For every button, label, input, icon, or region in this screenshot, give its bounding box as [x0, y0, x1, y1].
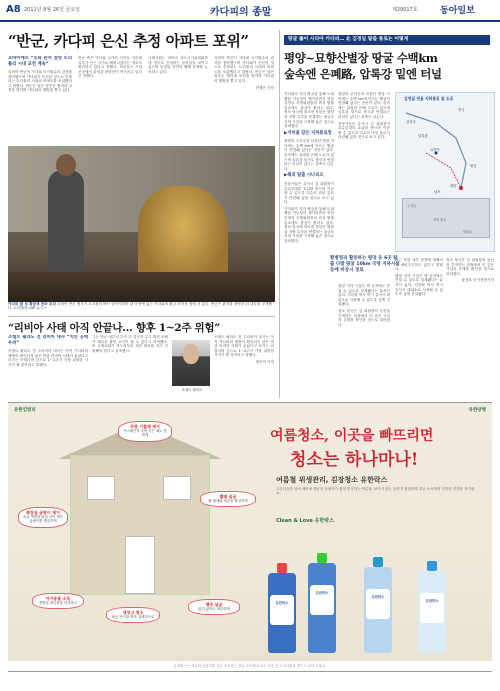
photo-caption-label: 카다피 밤 성 황금색 전마 조각	[8, 302, 56, 306]
story2-paragraph: 그는 반군 내부의 부족 간 갈등과 무기 확산 문제가 새로운 불안 요인이 될 수 있다고 지적했다. 또 국제사회가 과도정부의 치안 확보를 적극 지원해야 한다고 강조했다.	[92, 335, 168, 353]
story2-paragraph: 조셉트 필라도 전 주리비아 대사는 아직 카다피의 행방이 확인되지 않은 만큼 리비아 사태가 끝났다고 보기는 어렵다며 앞으로 1~2주가 가장 위험한 시기가 될 것이라고 말했다.	[8, 349, 88, 367]
story3-paragraph: 카다피가 지하 땅굴을 통해 도피했을 가능성이 제기되면서 북한 김정일 국방위원장의 비상 탈출 통로에도 관심이 쏠리고 있다. 정보 당국에 따르면 북한은 평양과 지방 특각을 연결하는 대규모 지하 시설을 구축해 놓은 것으로 알려졌다.	[284, 206, 334, 244]
photo-caption-text: 리비아 반군 병사가 트리폴리 바브 알아지지아 관저 안에 있는 카다피의 황금 조각상 옆에 서 있다. 반군은 관저를 장악한 뒤 내부를 공개했다. 트리폴리=AP 뉴시스	[8, 302, 272, 311]
story3-headline-line-1: 평양~묘향산별장 땅굴 수백km	[284, 51, 438, 65]
headline-secondary: “리비아 사태 아직 안끝나… 향후 1~2주 위험”	[8, 322, 220, 334]
story3-column-1	[284, 92, 334, 398]
story3-side-heading: 황병영과 활동하는 평양 등 6곳 탈출 다발 땅굴 10km 국영 지하시설 등에 비상시 경로	[330, 256, 400, 273]
advertiser-logo-left: 유한킴벌리	[14, 408, 36, 413]
map-label: 중국	[458, 108, 465, 112]
story1-byline: 전채은 기자	[255, 85, 274, 90]
page-header	[0, 0, 500, 22]
ad-tagline: 여름철 위생관리, 김장청소 유한락스	[276, 476, 388, 484]
ad-callout: 행주 살균 삶지 않아도 깨끗하게	[188, 599, 240, 615]
paper-name: 동아일보	[440, 6, 475, 16]
product-bottle: 유한락스	[418, 571, 446, 653]
story2-column-3	[214, 335, 274, 397]
story3-headline	[284, 50, 494, 82]
product-bottle: 유한락스	[308, 563, 336, 653]
story3-section-heading: ▶거미줄 같은 지하통로망	[284, 130, 332, 136]
golden-statue	[138, 186, 228, 286]
map-label: 남포	[434, 190, 441, 194]
map-graphic	[395, 92, 495, 252]
ad-slogan-line-1: 여름청소, 이곳을 빠뜨리면	[270, 428, 434, 444]
tunnel-label: 지하 통로	[433, 218, 447, 222]
story3-byline: 윤상호 군사전문기자	[461, 278, 494, 283]
advertiser-logo-right: 유한양행	[468, 408, 486, 413]
section-title: 카다피의 종말	[210, 7, 272, 18]
ad-callout: 주방 기름때 제거 가스레인지 주변 묵은 때도 한번에	[118, 421, 172, 442]
story1-column-4	[214, 56, 274, 142]
story1-paragraph: 리비아 반군이 카다피 국가원수의 관저를 장악했으며 카다피가 은신한 것으로 추정되는 트리폴리 시내의 아파트를 포위했다고 밝혔다. 반군은 남은 정부군 병력과 교전을 벌이며 카다피의 행방을 쫓고 있다.	[8, 70, 72, 93]
ad-brand: Clean & Love 유한락스	[276, 518, 334, 524]
story3-paragraph: 평양의 주석궁과 묘향산 별장 사이에는 수백 km에 이르는 땅굴이 연결돼 있다는 증언이 있다. 숲속에는 위장된 은폐 도로가 있으며 압록강 밑으로 중국과 연결되는 터널이 있다는 관측도 나온다.	[338, 92, 390, 119]
news-photo-gaddafi-compound	[8, 146, 275, 302]
story1-paragraph: 국제사회는 리비아 과도국가위원회를 새 정부로 인정하는 움직임을 보이고 있으며 동결된 자산의 해제 문제를 논의하고 있다.	[148, 56, 208, 74]
photo-caption	[8, 302, 275, 311]
house-illustration	[70, 455, 210, 595]
product-bottle: 유한락스	[268, 573, 296, 653]
story1-column-3	[148, 56, 208, 142]
ad-callout: 화장실 곰팡이 제거 욕실 벽면과 타일 사이 찌든 곰팡이를 깨끗하게	[18, 507, 68, 528]
story3-column-4	[395, 258, 443, 398]
headline-main: “반군, 카다피 은신 추정 아파트 포위”	[8, 32, 249, 50]
product-bottle: 유한락스	[364, 567, 392, 653]
tunnel-label: 탈출로	[463, 230, 473, 234]
story1-subheading: 모바이에르 “호화 관저 점령 트리폴리 시내 교전 계속”	[8, 56, 72, 67]
story3-column-2	[338, 92, 390, 252]
story3-headline-line-2: 숲속엔 은폐路, 압록강 밑엔 터널	[284, 67, 442, 81]
story3-column-5	[446, 258, 494, 398]
story3-paragraph: 최근 북한 내부 동향에 대해서도 예의주시하고 있다고 밝혔다.	[395, 258, 443, 272]
story2-column-1	[8, 335, 88, 397]
ad-footer: 유한락스는 세균과 곰팡이를 살균 소독하는 살균 소독제입니다. 사용 전 주의사항을 반드시 읽어 주세요.	[8, 661, 492, 671]
map-label: 원산	[470, 164, 477, 168]
ad-callout: 아기용품 소독 젖병과 장난감을 안심하고	[32, 593, 84, 609]
portrait-photo	[172, 340, 210, 386]
page-number: A8	[6, 4, 21, 15]
story3-paragraph: 전문가들은 유사시 김 위원장이 특수부대의 호위를 받으며 이동할 수 있도록 다수의 비상 통로가 마련돼 있을 것으로 보고 있다.	[284, 181, 334, 205]
story3-kicker: 땅굴 뚫어 시리아 카다피… 北 김정일 탈출 통로는 어떻게	[284, 35, 490, 45]
story3-paragraph: 평양 지하 시설은 핵 공격에도 견딜 수 있도록 설계됐다는 분석이 있다. 지하철 역사 역시 유사시 대피소로 사용될 수 있도록 깊게 건설됐다.	[395, 273, 443, 297]
story3-paragraph: 평양 지하 시설은 핵 공격에도 견딜 수 있도록 설계됐다는 분석이 있다. 지하철 역사 역시 유사시 대피소로 사용될 수 있도록 깊게 건설됐다.	[338, 284, 390, 307]
story3-paragraph: 정보 당국은 김 위원장의 동선을 추적하는 과정에서 이 같은 시설의 존재를 확인한 것으로 알려졌다.	[338, 308, 390, 327]
map-label: 평양	[450, 184, 457, 188]
story3-column-3	[338, 284, 390, 398]
story3-paragraph: 평양의 주석궁과 묘향산 별장 사이에는 수백 km에 이르는 땅굴이 연결돼 있다는 증언이 있다. 숲속에는 위장된 은폐 도로가 있으며 압록강 밑으로 중국과 연결되는 터널이 있다는 관측도 나온다.	[284, 139, 334, 171]
story1-column-2	[78, 56, 142, 142]
story2-column-2	[92, 335, 168, 397]
advertisement-yuhan-rox	[8, 402, 492, 672]
story1-column-1	[8, 56, 72, 142]
ad-slogan-line-2: 청소는 하나마나!	[290, 450, 419, 470]
story3-paragraph: 정보 당국은 김 위원장의 동선을 추적하는 과정에서 이 같은 시설의 존재를 확인한 것으로 알려졌다.	[446, 258, 494, 276]
tunnel-label: 주석궁	[407, 204, 417, 208]
divider	[8, 316, 275, 317]
issue-number: 제29017호	[392, 7, 418, 13]
ad-callout: 냉장고 청소 세균 번식을 막아 위생적으로	[106, 607, 160, 623]
map-title: 김정일 전용 지하통로 및 도로	[404, 96, 454, 101]
map-label: 묘향산	[430, 148, 440, 152]
issue-date: 2011년 8월 26일 금요일	[24, 7, 81, 13]
tunnel-diagram	[402, 198, 490, 238]
map-label: 신의주	[406, 120, 416, 124]
map-label: 압록강	[418, 134, 428, 138]
story2-byline: 정은아 기자	[255, 359, 274, 364]
portrait-caption: 조셉트 필라도	[181, 388, 203, 392]
ad-body-text: 고온다습한 날씨 때문에 세균과 곰팡이가 쉽게 번식하는 여름철. 보이지 않는 곳까지 꼼꼼하게 살균 소독하여 가족의 건강을 지키세요.	[276, 487, 475, 496]
ad-callout: 빨래 살균 땀 냄새와 세균을 확실하게	[200, 491, 256, 507]
story2-paragraph: 조셉트 필라도 전 주리비아 대사는 아직 카다피의 행방이 확인되지 않은 만큼 리비아 사태가 끝났다고 보기는 어렵다며 앞으로 1~2주가 가장 위험한 시기가 될 것이라고 말했다.	[214, 335, 274, 358]
story3-section-heading: ▶해외 탈출 시나리오	[284, 173, 324, 179]
story1-paragraph: 리비아 반군이 카다피 국가원수의 관저를 장악했으며 카다피가 은신한 것으로 추정되는 트리폴리 시내의 아파트를 포위했다고 밝혔다. 반군은 남은 정부군 병력과 교전을 벌이며 카다피의 행방을 쫓고 있다.	[214, 56, 274, 83]
story3-paragraph: 전문가들은 유사시 김 위원장이 특수부대의 호위를 받으며 이동할 수 있도록 다수의 비상 통로가 마련돼 있을 것으로 보고 있다.	[338, 121, 390, 140]
story3-paragraph: 카다피가 지하 땅굴을 통해 도피했을 가능성이 제기되면서 북한 김정일 국방위원장의 비상 탈출 통로에도 관심이 쏠리고 있다. 정보 당국에 따르면 북한은 평양과 지방 특각을 연결하는 대규모 지하 시설을 구축해 놓은 것으로 알려졌다.	[284, 92, 334, 129]
story1-paragraph: 반군 측은 카다피 일가의 가족들 가운데 일부가 인근 국가로 빠져나갔다는 정보도 확인하고 있다고 전했다. 외신들은 시내 곳곳에서 총성과 폭발음이 이어지고 있다고 전했다.	[78, 56, 142, 79]
column-divider	[279, 30, 280, 398]
story2-subheading: 조셉트 필라도 전 리비아 대사 “치안 공백 우려”	[8, 335, 88, 346]
